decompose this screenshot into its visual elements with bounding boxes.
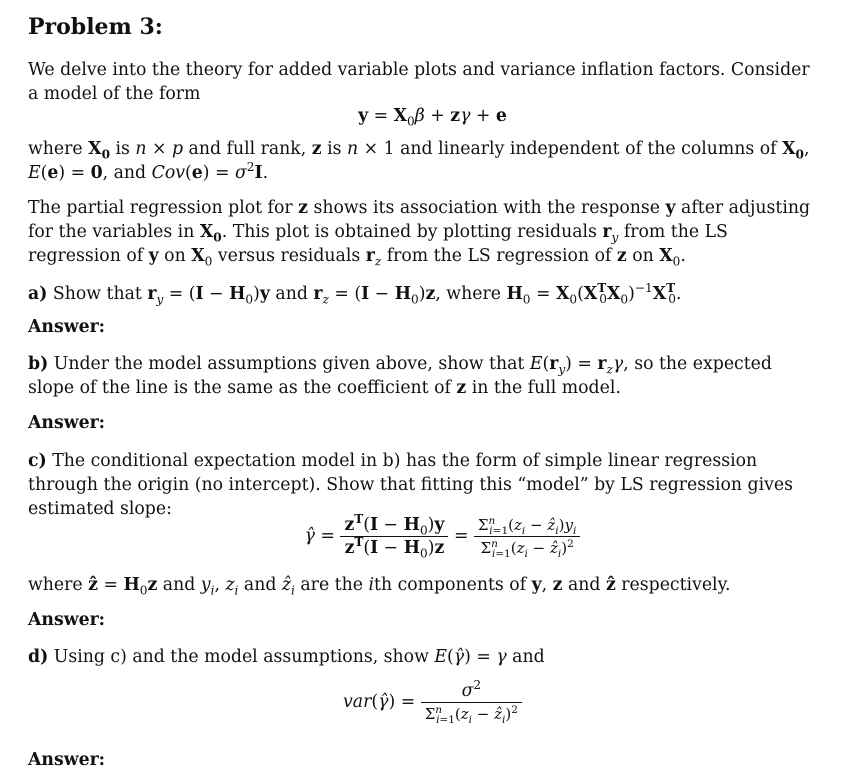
intro-text-1: We delve into the theory for added variable plots and variance inflation factors. Consider a model of the form xyxy=(28,60,810,104)
intro-paragraph-3: The partial regression plot for z shows its association with the response y after adjusting for the variables in $X_0$. This plot is obtained by plotting residuals $r_y$ from the LS regression of y on $X_0$ versus residuals $r_z$ from the LS regression of z on $X_0$. xyxy=(28,198,811,269)
part-b-label: b) xyxy=(28,354,49,374)
intro-paragraph-2: where $X_0$ is n × p and full rank, z is n × 1 and linearly independent of the columns of $X_0$, E(e) = 0, and $Cov(e) = \sigma^2I$. xyxy=(28,139,810,183)
problem-title: Problem 3: xyxy=(28,14,163,40)
part-a-label: a) xyxy=(28,284,48,304)
part-a: a) Show that $r_y = (I - H_0)y$ and $r_z = (I - H_0)z$, where $H_0 = X_0(X^T_0X_0)^{-1}X^T_0$. xyxy=(28,281,682,307)
slope-formula: γ̂ = $\frac{z^T(I - H_0)y}{z^T(I - H_0)z}$ = $\frac{\Sigma^n_{i=1}(z_i - ẑ_i)y_i}{\Sigma^n_{i=1}(z_i - ẑ_i)^2}$ xyxy=(0,514,845,559)
intro-paragraph-1 xyxy=(28,58,813,106)
part-b-answer-label: Answer: xyxy=(28,413,106,433)
part-c-after: where ẑ = $H_0z$ and $y_i$, $z_i$ and ẑ$_i$ are the ith components of y, z and ẑ respectively. xyxy=(28,575,731,598)
variance-formula: var(γ̂) = $\frac{\sigma^2}{\Sigma^n_{i=1}(z_i - ẑ_i)^2}$ xyxy=(0,680,845,725)
variance-fraction: $\frac{\sigma^2}{\Sigma^n_{i=1}(z_i - ẑ_i)^2}$ xyxy=(421,680,522,725)
model-equation: $y = X_0\beta + z\gamma + e$ xyxy=(358,106,507,129)
part-c: c) The conditional expectation model in b) has the form of simple linear regression through the origin (no intercept). Show that fitting this “model” by LS regression gives estimated slope: xyxy=(28,451,793,519)
part-c-answer-label: Answer: xyxy=(28,610,106,630)
slope-fraction-sum: $\frac{\Sigma^n_{i=1}(z_i - ẑ_i)y_i}{\Sigma^n_{i=1}(z_i - ẑ_i)^2}$ xyxy=(474,514,580,559)
part-d: d) Using c) and the model assumptions, show E(γ̂) = γ and xyxy=(28,647,545,667)
part-d-label: d) xyxy=(28,647,49,667)
slope-fraction-matrix: $\frac{z^T(I - H_0)y}{z^T(I - H_0)z}$ xyxy=(340,514,448,559)
part-b: b) Under the model assumptions given above, show that $E(r_y) = r_z\gamma$, so the expected slope of the line is the same as the coefficient of z in the full model. xyxy=(28,354,772,398)
part-c-label: c) xyxy=(28,451,47,471)
part-a-answer-label: Answer: xyxy=(28,317,106,337)
part-d-answer-label: Answer: xyxy=(28,750,106,770)
